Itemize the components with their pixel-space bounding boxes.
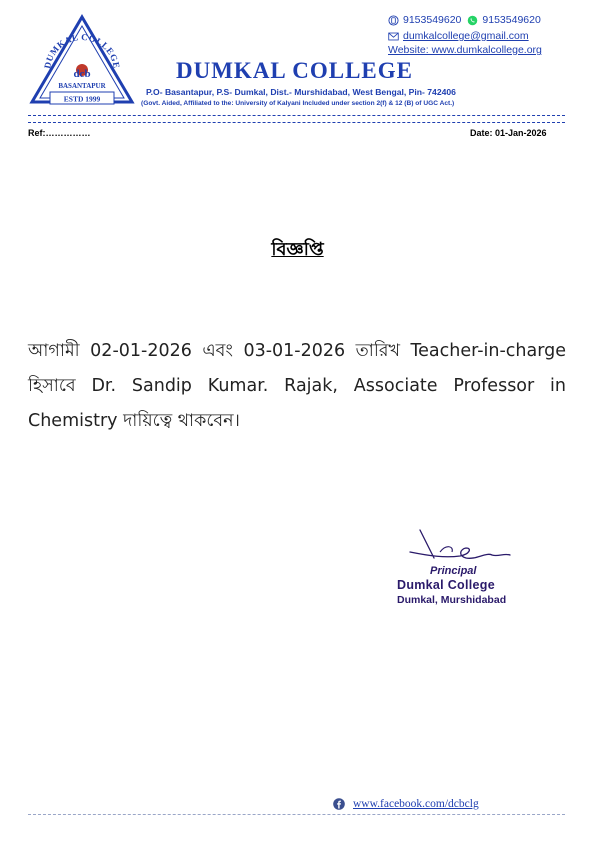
reference-number: Ref:…………… — [28, 128, 91, 138]
facebook-link[interactable]: www.facebook.com/dcbclg — [353, 798, 479, 810]
signature-place: Dumkal, Murshidabad — [397, 594, 507, 606]
footer-divider — [28, 814, 565, 815]
facebook-icon — [333, 798, 345, 810]
facebook-link-row — [333, 798, 479, 810]
contact-email — [388, 30, 529, 42]
college-affiliation: (Govt. Aided, Affiliated to the: University of Kalyani Included under section 2(f) & 12 (B) of UGC Act.) — [141, 100, 455, 107]
college-address: P.O- Basantapur, P.S- Dumkal, Dist.- Murshidabad, West Bengal, Pin- 742406 — [146, 87, 456, 97]
signature-title: Principal — [430, 565, 477, 577]
website-link[interactable]: Website: www.dumkalcollege.org — [388, 44, 542, 56]
email-link[interactable]: dumkalcollege@gmail.com — [403, 30, 529, 42]
phone-icon — [388, 15, 399, 26]
college-logo — [28, 14, 136, 110]
notice-body: আগামী 02-01-2026 এবং 03-01-2026 তারিখ Teacher-in-charge হিসাবে Dr. Sandip Kumar. Rajak, Associate Professor in Chemistry দায়িত্বে থাকবেন। — [28, 341, 566, 431]
contact-phones — [388, 14, 541, 26]
whatsapp-number[interactable]: 9153549620 — [482, 14, 541, 26]
logo-town: BASANTAPUR — [58, 82, 106, 90]
logo-monogram: dcb — [73, 68, 91, 80]
whatsapp-icon — [467, 15, 478, 26]
contact-website — [388, 44, 542, 56]
logo-arc-text: DUMKAL COLLEGE — [42, 31, 122, 70]
header-divider — [28, 115, 565, 123]
phone-number[interactable]: 9153549620 — [403, 14, 462, 26]
logo-estd: ESTD 1999 — [63, 94, 101, 104]
college-name: DUMKAL COLLEGE — [176, 58, 414, 83]
notice-heading: বিজ্ঞপ্তি — [271, 239, 324, 260]
mail-icon — [388, 31, 399, 42]
notice-date: Date: 01-Jan-2026 — [470, 128, 547, 138]
signature-college: Dumkal College — [397, 578, 495, 592]
